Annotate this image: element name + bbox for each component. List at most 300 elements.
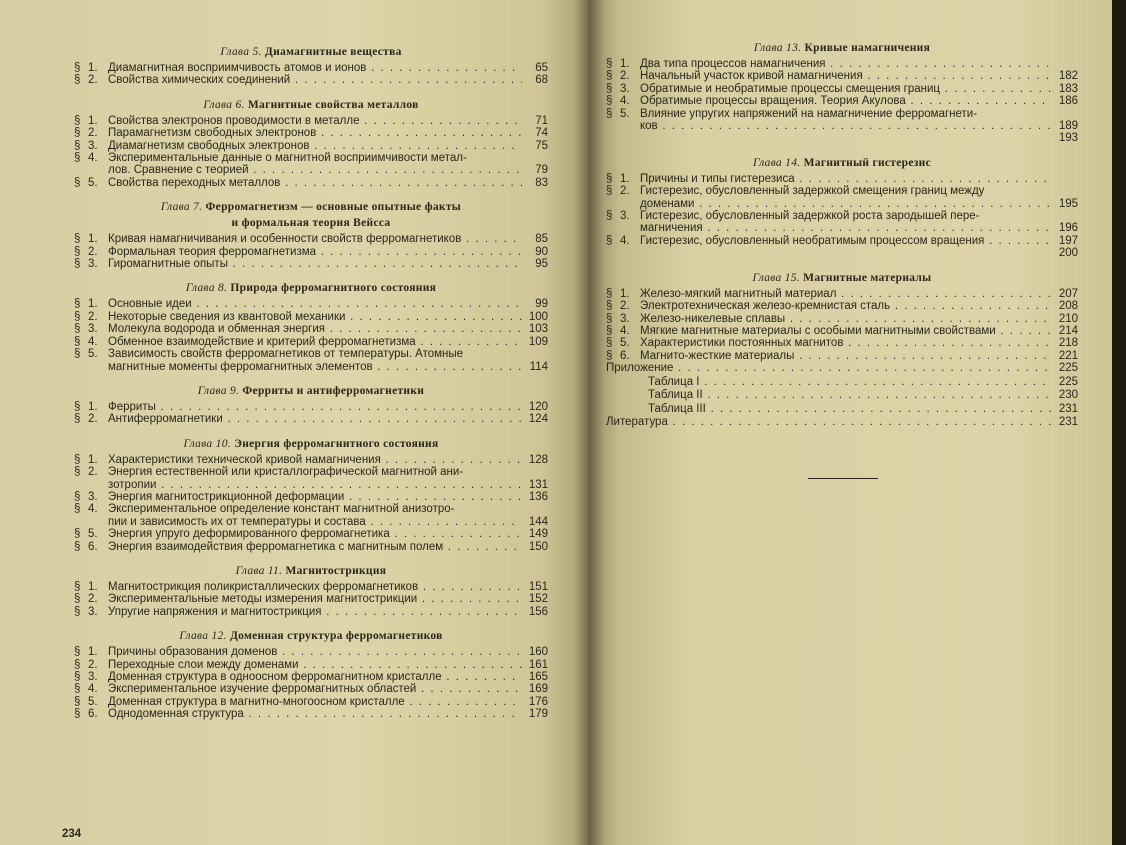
section-title: Некоторые сведения из квантовой механики . . . xyxy=(108,311,522,323)
section-number: 3. xyxy=(88,605,98,618)
section-number: 3. xyxy=(620,312,630,325)
section-number: 5. xyxy=(620,107,630,120)
section-symbol: § xyxy=(74,245,81,258)
section-page: 169 xyxy=(528,683,548,696)
chapter-title xyxy=(74,99,548,112)
section-number: 2. xyxy=(620,70,630,83)
toc-entry xyxy=(74,62,548,74)
chapter-gap xyxy=(74,426,548,438)
toc-entry xyxy=(74,311,548,323)
section-symbol: § xyxy=(74,490,81,503)
section-symbol: § xyxy=(74,258,81,271)
toc-entry xyxy=(606,313,1078,325)
chapter-label: Глава 5. xyxy=(220,46,262,58)
chapter-gap xyxy=(74,553,548,565)
appendix-table-entry xyxy=(606,389,1078,403)
extra-page: 200 xyxy=(1058,247,1078,260)
section-title: Магнито-жесткие материалы . . . xyxy=(640,350,1052,362)
section-number: 4. xyxy=(88,335,98,348)
section-title: Диамагнетизм свободных электронов . . . xyxy=(108,140,522,152)
appendix-table-entry xyxy=(606,376,1078,390)
toc-entry xyxy=(606,288,1078,300)
chapter-label: Глава 10. xyxy=(183,437,231,450)
toc-entry xyxy=(606,235,1078,247)
section-page: 149 xyxy=(528,528,548,541)
section-page: 150 xyxy=(528,540,548,553)
section-title: Кривая намагничивания и особенности свойств ферромагнетиков . . . xyxy=(108,233,522,245)
section-page: 65 xyxy=(535,62,548,74)
section-page: 124 xyxy=(528,413,548,426)
section-number: 2. xyxy=(88,593,98,606)
section-symbol: § xyxy=(74,605,81,618)
chapter-name: Магнитные свойства металлов xyxy=(247,98,419,111)
chapter-label: Глава 14. xyxy=(752,156,801,169)
section-title: Магнитострикция поликристаллических ферромагнетиков . . . xyxy=(108,581,522,593)
section-page: 214 xyxy=(1058,324,1078,337)
section-title: Железо-мягкий магнитный материал . . . xyxy=(640,288,1052,300)
chapter-label: Глава 8. xyxy=(185,282,228,295)
section-page: 120 xyxy=(528,400,548,413)
chapter xyxy=(74,565,548,618)
section-title-cont: доменами . . . xyxy=(640,198,1052,210)
section-symbol: § xyxy=(74,152,81,165)
chapter-name: Энергия ферромагнитного состояния xyxy=(234,437,439,450)
section-symbol: § xyxy=(606,337,613,350)
section-title: Энергия взаимодействия ферромагнетика с магнитным полем . . . xyxy=(108,541,522,553)
section-symbol: § xyxy=(606,107,613,120)
book-gutter xyxy=(574,0,604,845)
section-page: 100 xyxy=(528,310,548,323)
chapter-title xyxy=(606,157,1078,170)
chapter xyxy=(74,282,548,372)
toc-entry xyxy=(606,337,1078,349)
section-title: Энергия магнитострикционной деформации . . . xyxy=(108,491,522,503)
section-page: 128 xyxy=(528,453,548,466)
section-symbol: § xyxy=(606,185,613,198)
section-page: 218 xyxy=(1058,337,1078,350)
chapter xyxy=(606,42,1078,145)
section-title: Доменная структура в одноосном ферромагнитном кристалле . . . xyxy=(108,671,522,683)
chapter-name: Доменная структура ферромагнетиков xyxy=(229,630,443,643)
table-page: 231 xyxy=(1058,402,1078,415)
toc-entry xyxy=(74,140,548,152)
section-title: Однодоменная структура . . . xyxy=(108,708,522,720)
section-number: 3. xyxy=(88,323,98,336)
section-title-cont: магничения . . . xyxy=(640,222,1052,234)
section-symbol: § xyxy=(74,139,81,152)
toc-entry xyxy=(606,95,1078,107)
toc-entry xyxy=(606,325,1078,337)
section-number: 1. xyxy=(88,646,98,659)
section-page: 179 xyxy=(528,708,548,721)
section-number: 5. xyxy=(88,348,98,361)
section-page: 221 xyxy=(1058,349,1078,362)
section-title: Энергия естественной или кристаллографической магнитной ани- xyxy=(108,466,464,479)
section-title: Энергия упруго деформированного ферромагнетика . . . xyxy=(108,528,522,540)
chapter-name: Природа ферромагнитного состояния xyxy=(230,282,437,295)
toc-entry-continuation xyxy=(606,198,1078,210)
section-symbol: § xyxy=(74,453,81,466)
section-title-cont: ков . . . xyxy=(640,120,1052,132)
section-page: 109 xyxy=(528,335,548,348)
section-number: 1. xyxy=(88,580,98,593)
section-number: 1. xyxy=(88,298,98,311)
toc-entry xyxy=(74,696,548,708)
toc-entry xyxy=(74,454,548,466)
chapter xyxy=(74,46,548,87)
chapter-name: Диамагнитные вещества xyxy=(264,46,402,58)
section-page: 160 xyxy=(528,646,548,659)
section-number: 1. xyxy=(88,453,98,466)
section-page: 208 xyxy=(1058,300,1078,313)
toc-entry xyxy=(74,246,548,258)
toc-entry xyxy=(74,671,548,683)
section-page: 103 xyxy=(528,323,548,336)
toc-entry xyxy=(74,336,548,348)
section-page: 85 xyxy=(535,233,548,246)
chapter-gap xyxy=(74,721,548,733)
section-number: 4. xyxy=(88,503,98,516)
section-number: 2. xyxy=(88,74,98,87)
section-title: Два типа процессов намагничения . . . xyxy=(640,58,1052,70)
chapter xyxy=(74,99,548,189)
section-number: 6. xyxy=(88,540,98,553)
section-number: 2. xyxy=(88,658,98,671)
section-page: 182 xyxy=(1058,70,1078,83)
section-page: 95 xyxy=(535,258,548,271)
toc-entry xyxy=(74,401,548,413)
chapter-title xyxy=(74,282,548,295)
chapter xyxy=(74,385,548,426)
section-number: 5. xyxy=(620,337,630,350)
section-title: Переходные слои между доменами . . . xyxy=(108,659,522,671)
toc-entry xyxy=(74,258,548,270)
section-title: Мягкие магнитные материалы с особыми магнитными свойствами . . . xyxy=(640,325,1052,337)
section-title: Причины образования доменов . . . xyxy=(108,646,522,658)
section-number: 3. xyxy=(620,82,630,95)
section-title: Доменная структура в магнитно-многоосном кристалле . . . xyxy=(108,696,522,708)
appendix-title: Приложение . . . xyxy=(606,362,1052,376)
toc-entry xyxy=(74,348,548,360)
section-page: 144 xyxy=(528,515,548,528)
toc-entry xyxy=(606,350,1078,362)
chapter-title xyxy=(606,272,1078,285)
extra-page-line xyxy=(606,247,1078,259)
page-edge xyxy=(1112,0,1126,845)
section-number: 1. xyxy=(88,62,98,74)
toc-entry xyxy=(74,127,548,139)
table-title: Таблица III . . . xyxy=(648,403,1052,417)
section-symbol: § xyxy=(74,348,81,361)
section-title: Экспериментальное изучение ферромагнитных областей . . . xyxy=(108,683,522,695)
section-title: Гиромагнитные опыты . . . xyxy=(108,258,522,270)
table-title: Таблица I . . . xyxy=(648,376,1052,390)
section-symbol: § xyxy=(606,172,613,185)
toc-entry xyxy=(74,708,548,720)
chapter-title xyxy=(606,42,1078,55)
section-title: Железо-никелевые сплавы . . . xyxy=(640,313,1052,325)
section-number: 1. xyxy=(88,400,98,413)
section-number: 2. xyxy=(88,245,98,258)
section-title: Характеристики технической кривой намагничения . . . xyxy=(108,454,522,466)
toc-entry xyxy=(74,683,548,695)
chapter-gap xyxy=(74,618,548,630)
chapter xyxy=(606,157,1078,260)
section-number: 3. xyxy=(88,490,98,503)
chapter-label: Глава 11. xyxy=(235,564,283,577)
section-title-cont: зотропии . . . xyxy=(108,479,522,491)
toc-entry-continuation xyxy=(606,222,1078,234)
section-title: Обменное взаимодействие и критерий ферромагнетизма . . . xyxy=(108,336,522,348)
section-symbol: § xyxy=(74,400,81,413)
section-number: 6. xyxy=(620,349,630,362)
section-title: Зависимость свойств ферромагнетиков от температуры. Атомные xyxy=(108,348,464,361)
section-symbol: § xyxy=(606,287,613,300)
toc-entry xyxy=(74,528,548,540)
section-page: 207 xyxy=(1058,287,1078,300)
section-page: 161 xyxy=(528,658,548,671)
section-symbol: § xyxy=(74,298,81,311)
chapter-gap xyxy=(606,260,1078,272)
section-title: Ферриты . . . xyxy=(108,401,522,413)
appendix-table-entry xyxy=(606,403,1078,417)
chapter-name: Магнитострикция xyxy=(285,564,387,577)
section-page: 74 xyxy=(535,127,548,140)
section-symbol: § xyxy=(74,658,81,671)
section-page: 71 xyxy=(535,114,548,127)
toc-entry xyxy=(74,466,548,478)
chapter-label: Глава 7. xyxy=(160,201,203,214)
toc-entry xyxy=(606,173,1078,185)
chapter-gap xyxy=(74,189,548,201)
section-symbol: § xyxy=(74,323,81,336)
section-title: Молекула водорода и обменная энергия . . . xyxy=(108,323,522,335)
chapter xyxy=(74,630,548,720)
section-number: 2. xyxy=(620,300,630,313)
toc-entry xyxy=(74,233,548,245)
section-page: 83 xyxy=(535,176,548,189)
section-number: 1. xyxy=(88,233,98,246)
section-symbol: § xyxy=(606,300,613,313)
toc-entry xyxy=(606,83,1078,95)
chapter-title xyxy=(74,630,548,643)
section-symbol: § xyxy=(74,466,81,479)
toc-entry-continuation xyxy=(74,516,548,528)
section-number: 1. xyxy=(620,172,630,185)
section-symbol: § xyxy=(74,695,81,708)
section-number: 5. xyxy=(88,176,98,189)
chapter-title xyxy=(74,565,548,578)
section-page: 165 xyxy=(528,671,548,683)
section-number: 2. xyxy=(88,310,98,323)
toc-entry xyxy=(74,74,548,86)
section-symbol: § xyxy=(74,646,81,659)
section-number: 5. xyxy=(88,695,98,708)
section-symbol: § xyxy=(74,671,81,683)
section-title: Диамагнитная восприимчивость атомов и ионов . . . xyxy=(108,62,522,74)
section-number: 4. xyxy=(88,683,98,696)
section-number: 4. xyxy=(620,234,630,247)
section-symbol: § xyxy=(74,127,81,140)
section-title: Влияние упругих напряжений на намагничение ферромагнети- xyxy=(640,107,978,120)
toc-entry xyxy=(74,593,548,605)
section-title: Обратимые и необратимые процессы смещения границ . . . xyxy=(640,83,1052,95)
section-symbol: § xyxy=(606,95,613,108)
chapter-name: Ферриты и антиферромагнетики xyxy=(242,384,425,397)
section-symbol: § xyxy=(74,233,81,246)
chapter-title-line2: и формальная теория Вейсса xyxy=(231,217,391,230)
chapter xyxy=(74,438,548,553)
table-title: Таблица II . . . xyxy=(648,389,1052,403)
section-title: Гистерезис, обусловленный задержкой смещения границ между xyxy=(640,185,985,198)
section-page: 151 xyxy=(528,580,548,593)
chapter-title xyxy=(74,201,548,214)
section-title: Электротехническая железо-кремнистая сталь . . . xyxy=(640,300,1052,312)
section-page: 186 xyxy=(1058,95,1078,108)
toc-entry xyxy=(74,323,548,335)
appendix-page: 225 xyxy=(1058,362,1078,375)
section-page: 196 xyxy=(1058,222,1078,235)
section-symbol: § xyxy=(606,58,613,70)
section-symbol: § xyxy=(606,210,613,223)
extra-page-line xyxy=(606,132,1078,144)
section-page: 197 xyxy=(1058,234,1078,247)
section-title: Парамагнетизм свободных электронов . . . xyxy=(108,127,522,139)
section-title: Антиферромагнетики . . . xyxy=(108,413,522,425)
section-symbol: § xyxy=(606,82,613,95)
chapter-title xyxy=(74,438,548,451)
section-title: Гистерезис, обусловленный необратимым процессом вращения . . . xyxy=(640,235,1052,247)
chapter xyxy=(606,272,1078,362)
chapter-title xyxy=(74,46,548,59)
toc-entry-continuation xyxy=(74,479,548,491)
chapter-label: Глава 9. xyxy=(197,384,240,397)
chapter-title xyxy=(74,385,548,398)
section-number: 1. xyxy=(88,114,98,127)
literature-title: Литература . . . xyxy=(606,416,1052,430)
section-symbol: § xyxy=(74,310,81,323)
toc-entry xyxy=(606,210,1078,222)
literature-page: 231 xyxy=(1058,416,1078,429)
section-symbol: § xyxy=(74,176,81,189)
table-page: 230 xyxy=(1058,389,1078,402)
section-number: 5. xyxy=(88,528,98,541)
section-page: 195 xyxy=(1058,197,1078,210)
section-symbol: § xyxy=(606,312,613,325)
toc-entry xyxy=(606,185,1078,197)
section-page: 176 xyxy=(528,695,548,708)
section-title: Формальная теория ферромагнетизма . . . xyxy=(108,246,522,258)
section-page: 131 xyxy=(528,478,548,491)
chapter-name: Ферромагнетизм — основные опытные факты xyxy=(205,201,462,214)
chapter-gap xyxy=(74,87,548,99)
toc-entry xyxy=(606,300,1078,312)
section-number: 4. xyxy=(620,324,630,337)
section-symbol: § xyxy=(74,413,81,426)
toc-entry xyxy=(74,298,548,310)
section-number: 2. xyxy=(88,127,98,140)
toc-entry xyxy=(74,659,548,671)
toc-entry xyxy=(606,70,1078,82)
chapter-gap xyxy=(74,373,548,385)
section-symbol: § xyxy=(74,540,81,553)
section-title-cont: лов. Сравнение с теорией . . . xyxy=(108,164,522,176)
right-page xyxy=(588,0,1118,845)
chapter-label: Глава 13. xyxy=(753,42,802,54)
section-title-cont: магнитные моменты ферромагнитных элементов . . . xyxy=(108,361,522,373)
section-page: 183 xyxy=(1058,82,1078,95)
section-symbol: § xyxy=(606,324,613,337)
section-title: Свойства переходных металлов . . . xyxy=(108,177,522,189)
section-page: 189 xyxy=(1058,120,1078,133)
section-title: Основные идеи . . . xyxy=(108,298,522,310)
toc-entry xyxy=(74,503,548,515)
section-symbol: § xyxy=(74,593,81,606)
section-page: 75 xyxy=(535,139,548,152)
toc-entry-continuation xyxy=(74,361,548,373)
chapter-name: Кривые намагничения xyxy=(804,42,931,54)
toc-entry xyxy=(74,491,548,503)
section-number: 1. xyxy=(620,58,630,70)
section-symbol: § xyxy=(74,580,81,593)
section-symbol: § xyxy=(606,234,613,247)
section-number: 4. xyxy=(620,95,630,108)
toc-entry-continuation xyxy=(74,164,548,176)
section-title: Свойства химических соединений . . . xyxy=(108,74,522,86)
section-title: Характеристики постоянных магнитов . . . xyxy=(640,337,1052,349)
section-page: 79 xyxy=(535,164,548,177)
section-symbol: § xyxy=(74,74,81,87)
toc-entry xyxy=(74,413,548,425)
chapter xyxy=(74,201,548,270)
closing-rule xyxy=(808,478,878,479)
section-page: 152 xyxy=(528,593,548,606)
extra-page: 193 xyxy=(1058,132,1078,145)
chapter-gap xyxy=(606,145,1078,157)
section-page: 210 xyxy=(1058,312,1078,325)
section-symbol: § xyxy=(74,503,81,516)
toc-entry xyxy=(74,152,548,164)
section-title: Экспериментальные данные о магнитной восприимчивости метал- xyxy=(108,152,467,165)
toc-entry-continuation xyxy=(606,120,1078,132)
section-title: Упругие напряжения и магнитострикция . . . xyxy=(108,606,522,618)
section-page: 136 xyxy=(528,490,548,503)
section-number: 3. xyxy=(88,258,98,271)
page-number: 234 xyxy=(62,828,82,840)
section-page: 90 xyxy=(535,245,548,258)
toc-entry xyxy=(74,177,548,189)
section-symbol: § xyxy=(74,62,81,74)
chapter-label: Глава 15. xyxy=(752,271,800,284)
section-symbol: § xyxy=(74,335,81,348)
section-number: 1. xyxy=(620,287,630,300)
appendix-entry xyxy=(606,362,1078,376)
section-title: Экспериментальное определение констант магнитной анизотро- xyxy=(108,503,455,516)
chapter-name: Магнитный гистерезис xyxy=(803,156,932,169)
section-number: 3. xyxy=(88,139,98,152)
section-title: Свойства электронов проводимости в металле . . . xyxy=(108,115,522,127)
toc-entry xyxy=(74,541,548,553)
section-page: 156 xyxy=(528,605,548,618)
section-title: Гистерезис, обусловленный задержкой роста зародышей пере- xyxy=(640,210,980,223)
table-page: 225 xyxy=(1058,375,1078,388)
chapter-label: Глава 6. xyxy=(203,98,245,111)
toc-entry xyxy=(74,646,548,658)
section-title-cont: пии и зависимость их от температуры и состава . . . xyxy=(108,516,522,528)
section-symbol: § xyxy=(74,114,81,127)
chapter-name: Магнитные материалы xyxy=(803,271,932,284)
toc-entry xyxy=(606,108,1078,120)
